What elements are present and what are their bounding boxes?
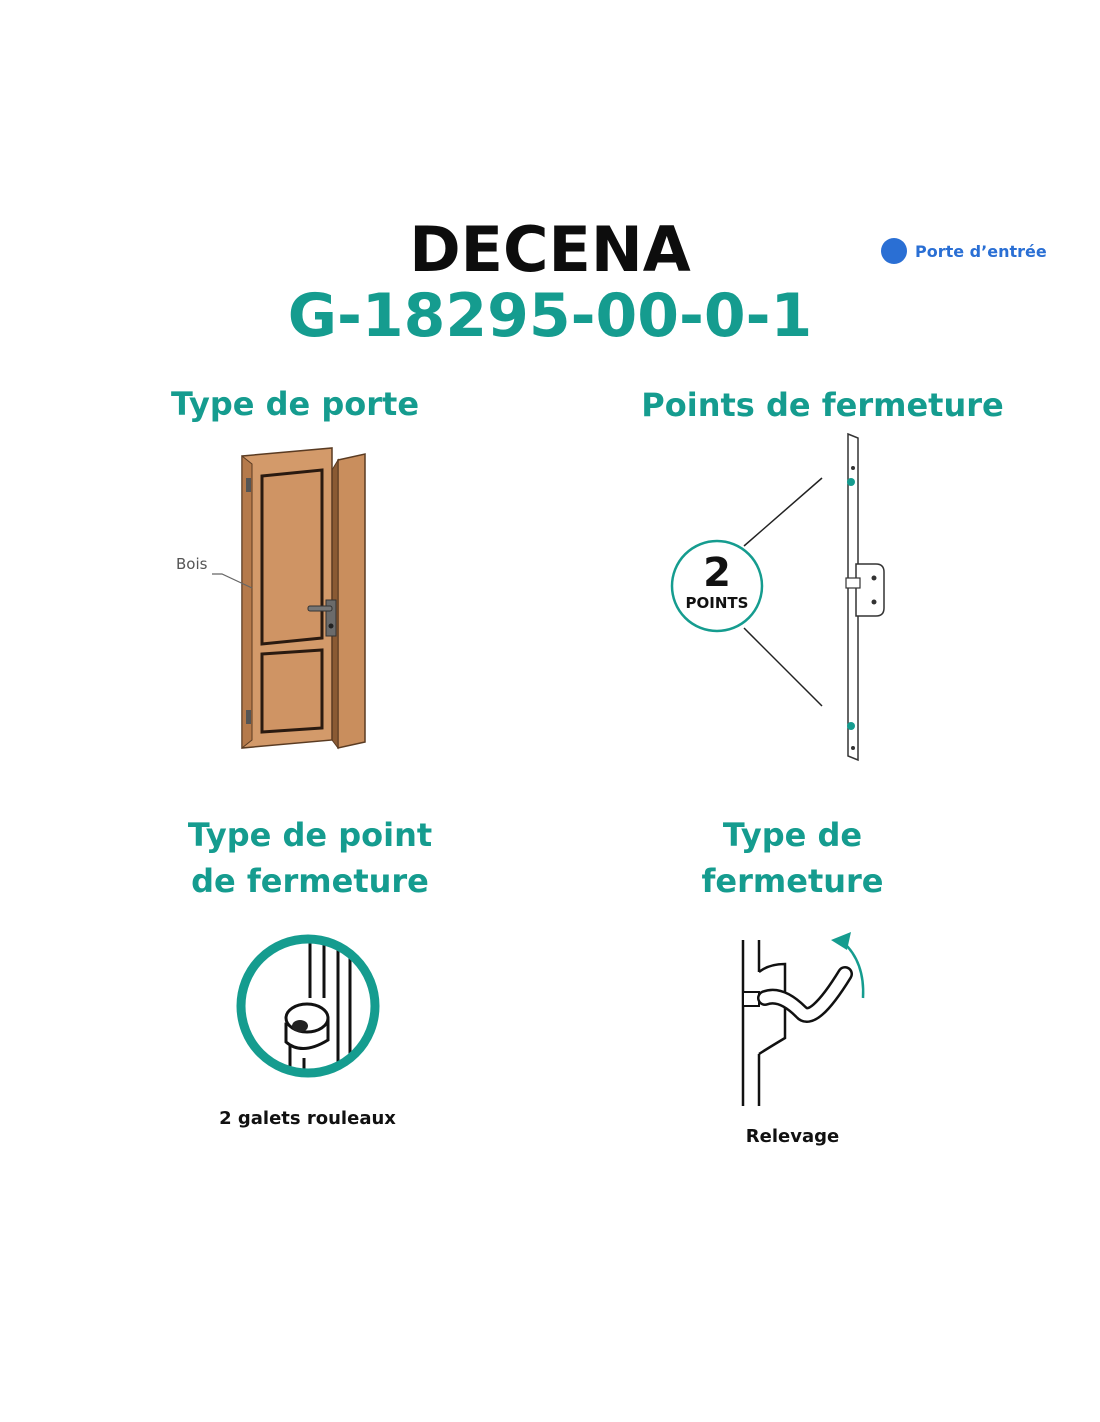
multipoint-lock-illustration (660, 430, 900, 770)
section-title-line: Type de porte (170, 385, 420, 423)
lever-lift-illustration (735, 926, 875, 1112)
category-badge (881, 236, 1047, 266)
section-title-door-type (150, 381, 440, 427)
product-reference: G-18295-00-0-1 (287, 281, 813, 351)
section-title-closing-type (660, 812, 925, 904)
section-title-locking-point-type (160, 812, 460, 904)
lever-caption: Relevage (745, 1126, 840, 1147)
section-title-line: Type de (722, 816, 863, 854)
material-label: Bois (176, 555, 208, 573)
roller-detail-illustration (230, 928, 390, 1084)
section-title-line: fermeture (701, 862, 884, 900)
section-title-locking-points (640, 382, 1005, 428)
badge-label: Porte d’entrée (915, 241, 1047, 261)
points-unit: POINTS (685, 594, 749, 612)
badge-dot-icon (881, 238, 907, 264)
points-count: 2 (703, 550, 731, 596)
door-illustration (160, 440, 380, 770)
section-title-line: Points de fermeture (641, 386, 1004, 424)
section-title-line: Type de point (187, 816, 433, 854)
section-title-line: de fermeture (191, 862, 429, 900)
product-title: DECENA (409, 213, 691, 286)
roller-caption: 2 galets rouleaux (219, 1108, 396, 1129)
